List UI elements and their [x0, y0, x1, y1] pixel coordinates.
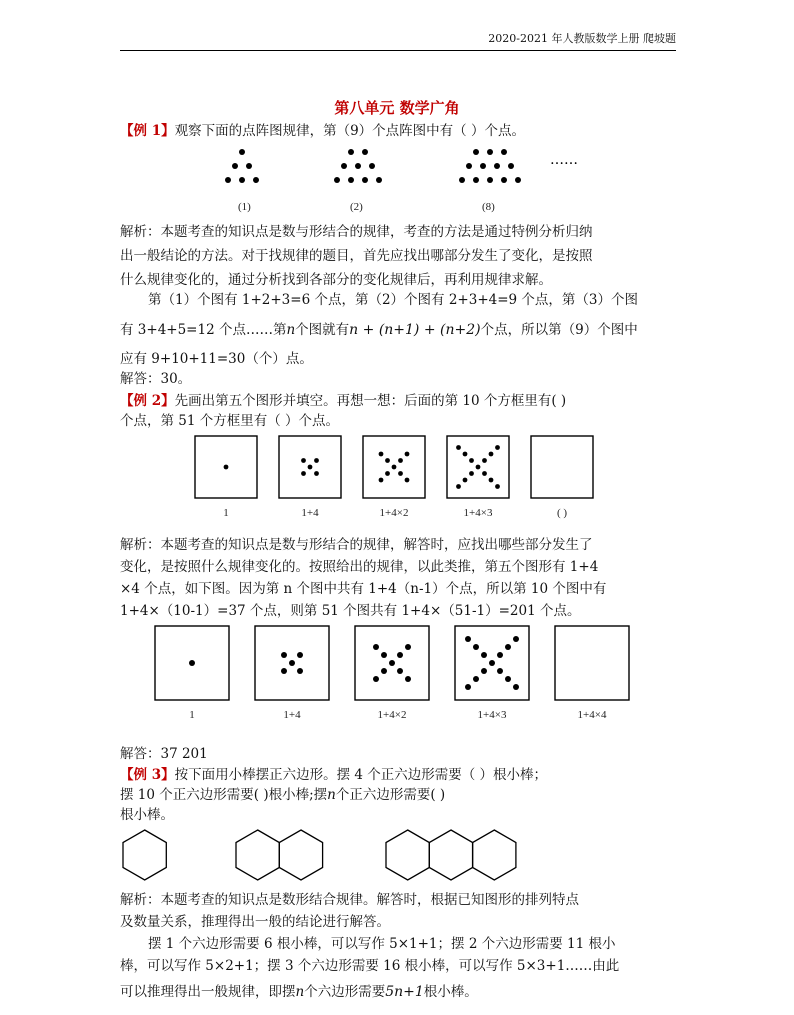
dot: [189, 660, 195, 666]
dot: [314, 471, 319, 476]
example3-question-line2: [120, 783, 445, 803]
dot: [489, 452, 494, 457]
dot: [463, 478, 468, 483]
example1-analysis-line4: 第（1）个图有 1+2+3=6 个点，第（2）个图有 2+3+4=9 个点，第（3）个图: [148, 292, 639, 308]
dot: [505, 676, 511, 682]
dot: [495, 445, 500, 450]
dot: [405, 644, 411, 650]
dot: [297, 652, 303, 658]
example2-analysis-line4: 1+4×（10-1）=37 个点，则第 51 个图共有 1+4×（51-1）=201 个点。: [120, 603, 581, 619]
example3-analysis-line5: [120, 980, 478, 1000]
dot: [385, 471, 390, 476]
dot: [487, 177, 493, 183]
dot: [224, 465, 229, 470]
figure-caption: 1+4×2: [379, 507, 409, 519]
dot: [481, 652, 487, 658]
example1-analysis-line2: 出一般结论的方法。对于找规律的题目，首先应找出哪部分发生了变化，是按照: [120, 248, 593, 264]
dot: [348, 149, 354, 155]
example2-answer: 解答：37 201: [120, 746, 208, 762]
dot: [459, 177, 465, 183]
example3-analysis-part-b: 个六边形需要: [304, 984, 386, 1000]
dot: [239, 149, 245, 155]
example1-caption-1: (1): [238, 201, 251, 213]
figure-caption: 1+4: [283, 709, 301, 721]
example3-analysis-line1: 解析：本题考查的知识点是数形结合规律。解答时，根据已知图形的排列特点: [120, 892, 579, 908]
dot: [385, 458, 390, 463]
figure-caption: 1+4×2: [377, 709, 407, 721]
example3-question-text: 按下面用小棒摆正六边形。摆 4 个正六边形需要（ ）根小棒；: [174, 767, 548, 783]
example1-question: 观察下面的点阵图规律，第（9）个点阵图中有（ ）个点。: [174, 123, 525, 139]
hexagon: [236, 830, 279, 880]
example1-analysis-part-b: 个图就有: [295, 322, 350, 338]
dot: [373, 644, 379, 650]
example3-analysis-part-a: 可以推理得出一般规律，即摆: [120, 984, 296, 1000]
figure-caption: 1+4: [301, 507, 319, 519]
dot: [482, 471, 487, 476]
example2-question-line1: [120, 389, 566, 409]
dot: [494, 163, 500, 169]
example1-analysis-line6: 应有 9+10+11=30（个）点。: [120, 351, 313, 367]
dot: [362, 149, 368, 155]
dot: [397, 652, 403, 658]
example2-question-text: 先画出第五个图形并填空。再想一想：后面的第 10 个方框里有( ): [174, 393, 567, 409]
hexagon: [123, 830, 166, 880]
example1-caption-3: (8): [482, 201, 495, 213]
dot: [334, 177, 340, 183]
example1-answer: 解答：30。: [120, 371, 192, 387]
dot: [480, 163, 486, 169]
example1-var-n: n: [286, 322, 296, 338]
hexagon: [279, 830, 322, 880]
dot: [301, 471, 306, 476]
figure-box: [555, 626, 629, 700]
dot: [456, 445, 461, 450]
dot: [225, 177, 231, 183]
dot: [505, 644, 511, 650]
dot: [515, 177, 521, 183]
example1-caption-2: (2): [350, 201, 363, 213]
example1-analysis-line3: 什么规律变化的，通过分析找到各部分的变化规律后，再利用规律求解。: [120, 272, 552, 288]
dot: [513, 636, 519, 642]
dot: [405, 452, 410, 457]
hexagon: [429, 830, 472, 880]
example1-analysis-part-c: 个点，所以第（9）个图中: [480, 322, 638, 338]
example3-formula: 5n+1: [385, 984, 424, 1000]
example3-analysis-part-c: 根小棒。: [423, 984, 478, 1000]
example3-analysis-line2: 及数量关系，推理得出一般的结论进行解答。: [120, 914, 390, 930]
dot: [473, 676, 479, 682]
dot: [508, 163, 514, 169]
dot: [398, 471, 403, 476]
dot: [389, 660, 395, 666]
dot: [381, 668, 387, 674]
dot: [253, 177, 259, 183]
dot: [397, 668, 403, 674]
example1-ellipsis: ……: [550, 152, 578, 168]
dot: [482, 458, 487, 463]
dot: [379, 478, 384, 483]
dot: [466, 163, 472, 169]
figure-caption: 1+4×3: [463, 507, 493, 519]
dot: [376, 177, 382, 183]
header-text: 2020-2021 年人教版数学上册 爬坡题: [488, 32, 676, 45]
dot: [476, 465, 481, 470]
dot: [487, 149, 493, 155]
example3-analysis-line3: 摆 1 个六边形需要 6 根小棒，可以写作 5×1+1；摆 2 个六边形需要 11 根小: [148, 936, 616, 952]
dot: [392, 465, 397, 470]
page-header: [120, 30, 676, 51]
dot: [501, 177, 507, 183]
dot: [473, 644, 479, 650]
example1-analysis-line5: [120, 318, 638, 338]
figure-caption: 1+4×3: [477, 709, 507, 721]
dot: [405, 478, 410, 483]
example2-analysis-line3: ×4 个点，如下图。因为第 n 个图中共有 1+4（n-1）个点，所以第 10 个图中有: [120, 581, 607, 597]
example2-analysis-line2: 变化，是按照什么规律变化的。按照给出的规律，以此类推，第五个图形有 1+4: [120, 559, 599, 575]
dot: [405, 676, 411, 682]
figure-caption: 1+4×4: [577, 709, 607, 721]
dot: [348, 177, 354, 183]
dot: [489, 478, 494, 483]
dot: [297, 668, 303, 674]
dot: [246, 163, 252, 169]
dot: [381, 652, 387, 658]
example1-tag: 【例 1】: [120, 123, 175, 139]
figure-box: [531, 436, 593, 498]
dot: [281, 652, 287, 658]
hexagon: [386, 830, 429, 880]
dot: [463, 452, 468, 457]
example2-big-box-figures: [150, 624, 630, 729]
dot: [281, 668, 287, 674]
example3-var-n: n: [327, 787, 336, 803]
figure-caption: 1: [189, 709, 195, 721]
dot: [497, 668, 503, 674]
example1-question-line: [120, 119, 525, 139]
dot: [473, 149, 479, 155]
dot: [481, 668, 487, 674]
dot: [398, 458, 403, 463]
dot: [308, 465, 313, 470]
example3-hexagon-figures: [118, 826, 538, 884]
example2-tag: 【例 2】: [120, 393, 175, 409]
dot: [473, 177, 479, 183]
example1-analysis-line1: 解析：本题考查的知识点是数与形结合的规律，考查的方法是通过特例分析归纳: [120, 224, 593, 240]
hexagon: [473, 830, 516, 880]
dot: [369, 163, 375, 169]
dot: [362, 177, 368, 183]
dot: [489, 660, 495, 666]
dot: [314, 458, 319, 463]
example3-question-part-a: 摆 10 个正六边形需要( )根小棒;摆: [120, 787, 328, 803]
dot: [469, 471, 474, 476]
dot: [355, 163, 361, 169]
dot: [497, 652, 503, 658]
example1-dot-figures: [200, 140, 620, 215]
example3-tag: 【例 3】: [120, 767, 175, 783]
dot: [465, 636, 471, 642]
dot: [232, 163, 238, 169]
dot: [341, 163, 347, 169]
example1-analysis-part-a: 有 3+4+5=12 个点……第: [120, 322, 287, 338]
example2-analysis-line1: 解析：本题考查的知识点是数与形结合的规律，解答时，应找出哪些部分发生了: [120, 537, 593, 553]
dot: [289, 660, 295, 666]
dot: [373, 676, 379, 682]
figure-caption: ( ): [556, 507, 568, 519]
figure-caption: 1: [223, 507, 229, 519]
dot: [469, 458, 474, 463]
dot: [456, 484, 461, 489]
dot: [513, 684, 519, 690]
dot: [379, 452, 384, 457]
dot: [465, 684, 471, 690]
dot: [501, 149, 507, 155]
unit-title: 第八单元 数学广角: [334, 99, 460, 117]
example3-question-line1: [120, 763, 547, 783]
dot: [239, 177, 245, 183]
example3-analysis-line4: 棒，可以写作 5×2+1；摆 3 个六边形需要 16 根小棒，可以写作 5×3+1……由此: [120, 958, 620, 974]
example3-question-part-b: 个正六边形需要( ): [335, 787, 446, 803]
dot: [495, 484, 500, 489]
dot: [301, 458, 306, 463]
example1-formula: n + (n+1) + (n+2): [349, 322, 481, 338]
example2-small-box-figures: [190, 434, 610, 524]
example3-question-line3: 根小棒。: [120, 807, 174, 823]
example3-analysis-var-n: n: [295, 984, 305, 1000]
example2-question-line2: 个点，第 51 个方框里有（ ）个点。: [120, 413, 340, 429]
